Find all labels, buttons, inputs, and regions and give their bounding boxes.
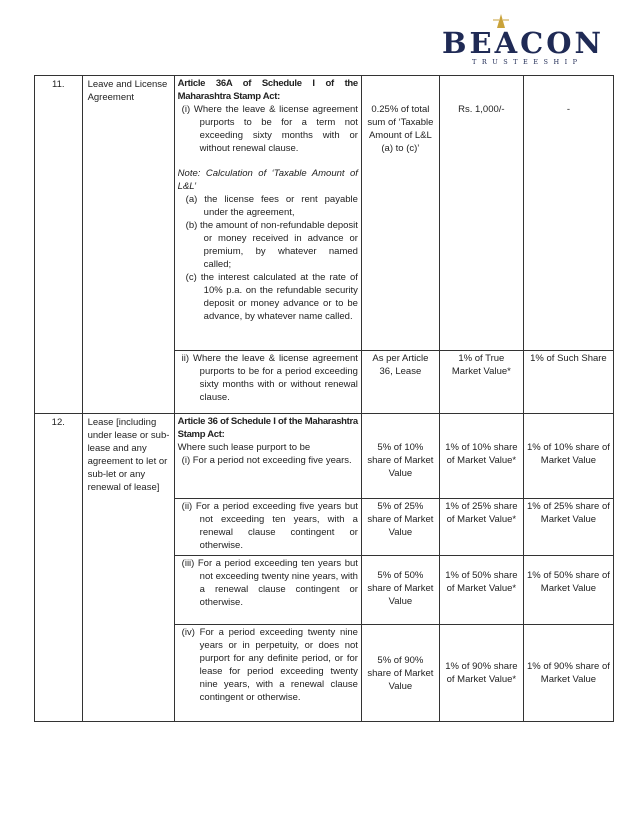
row-number: 11. <box>35 76 83 414</box>
clause-text: (i) Where the leave & license agreement purports to be for a term not exceeding sixty months with or without renewal clause. <box>181 104 358 154</box>
note-item: (b) the amount of non-refundable deposit or money received in advance or premium, by whatever named called; <box>185 220 358 270</box>
article-cell <box>174 556 361 625</box>
row-number: 12. <box>35 414 83 722</box>
registration-fee: 1% of 90% share of Market Value* <box>439 625 523 722</box>
beacon-logo <box>436 14 606 66</box>
note-heading: Note: Calculation of ‘Taxable Amount of L&L’ <box>177 168 358 192</box>
instrument-description: Lease [including under lease or sub-lease and any agreement to let or sub-let or any renewal of lease] <box>82 414 174 722</box>
share-value: 1% of 50% share of Market Value <box>523 556 613 625</box>
stamp-duty-rate: 0.25% of total sum of ‘Taxable Amount of L&L (a) to (c)’ <box>361 76 439 351</box>
article-cell <box>174 499 361 556</box>
clause-text: (iv) For a period exceeding twenty nine years or in perpetuity, or does not purport for any definite period, or for lease for period exceeding twenty nine years, with a renewal clause contingent or otherwise. <box>181 627 358 703</box>
share-value: 1% of 90% share of Market Value <box>523 625 613 722</box>
note-item: (a) the license fees or rent payable under the agreement, <box>185 194 358 218</box>
registration-fee: 1% of 10% share of Market Value* <box>439 414 523 499</box>
clause-text: ii) Where the leave & license agreement purports to be for a period exceeding sixty months with or without renewal clause. <box>181 353 358 403</box>
article-cell <box>174 351 361 414</box>
registration-fee: Rs. 1,000/- <box>439 76 523 351</box>
note-item: (c) the interest calculated at the rate of 10% p.a. on the refundable security deposit or money advance or to be advance, by whatever name called. <box>185 272 358 322</box>
article-heading: Article 36 of Schedule I of the Maharashtra Stamp Act: <box>177 416 358 440</box>
instrument-description: Leave and License Agreement <box>82 76 174 414</box>
stamp-duty-rate: As per Article 36, Lease <box>361 351 439 414</box>
registration-fee: 1% of 25% share of Market Value* <box>439 499 523 556</box>
share-value: 1% of 25% share of Market Value <box>523 499 613 556</box>
article-heading: Article 36A of Schedule I of the Maharashtra Stamp Act: <box>177 78 358 102</box>
table-row <box>35 76 614 351</box>
registration-fee: 1% of True Market Value* <box>439 351 523 414</box>
article-cell <box>174 76 361 351</box>
table-row <box>35 414 614 499</box>
lease-intro: Where such lease purport to be <box>177 442 311 453</box>
logo-tagline: TRUSTEESHIP <box>472 58 583 66</box>
stamp-duty-table <box>34 75 614 722</box>
stamp-duty-rate: 5% of 90% share of Market Value <box>361 625 439 722</box>
clause-text: (i) For a period not exceeding five years. <box>181 455 352 466</box>
stamp-duty-rate: 5% of 10% share of Market Value <box>361 414 439 499</box>
registration-fee: 1% of 50% share of Market Value* <box>439 556 523 625</box>
stamp-duty-rate: 5% of 50% share of Market Value <box>361 556 439 625</box>
clause-text: (iii) For a period exceeding ten years but not exceeding twenty nine years, with a renewal clause contingent or otherwise. <box>181 558 358 608</box>
logo-wordmark: BEACON <box>442 26 604 60</box>
stamp-duty-rate: 5% of 25% share of Market Value <box>361 499 439 556</box>
share-value: 1% of Such Share <box>523 351 613 414</box>
article-cell <box>174 625 361 722</box>
clause-text: (ii) For a period exceeding five years but not exceeding ten years, with a renewal clause contingent or otherwise. <box>181 501 358 551</box>
article-cell <box>174 414 361 499</box>
share-value: 1% of 10% share of Market Value <box>523 414 613 499</box>
share-value: - <box>523 76 613 351</box>
